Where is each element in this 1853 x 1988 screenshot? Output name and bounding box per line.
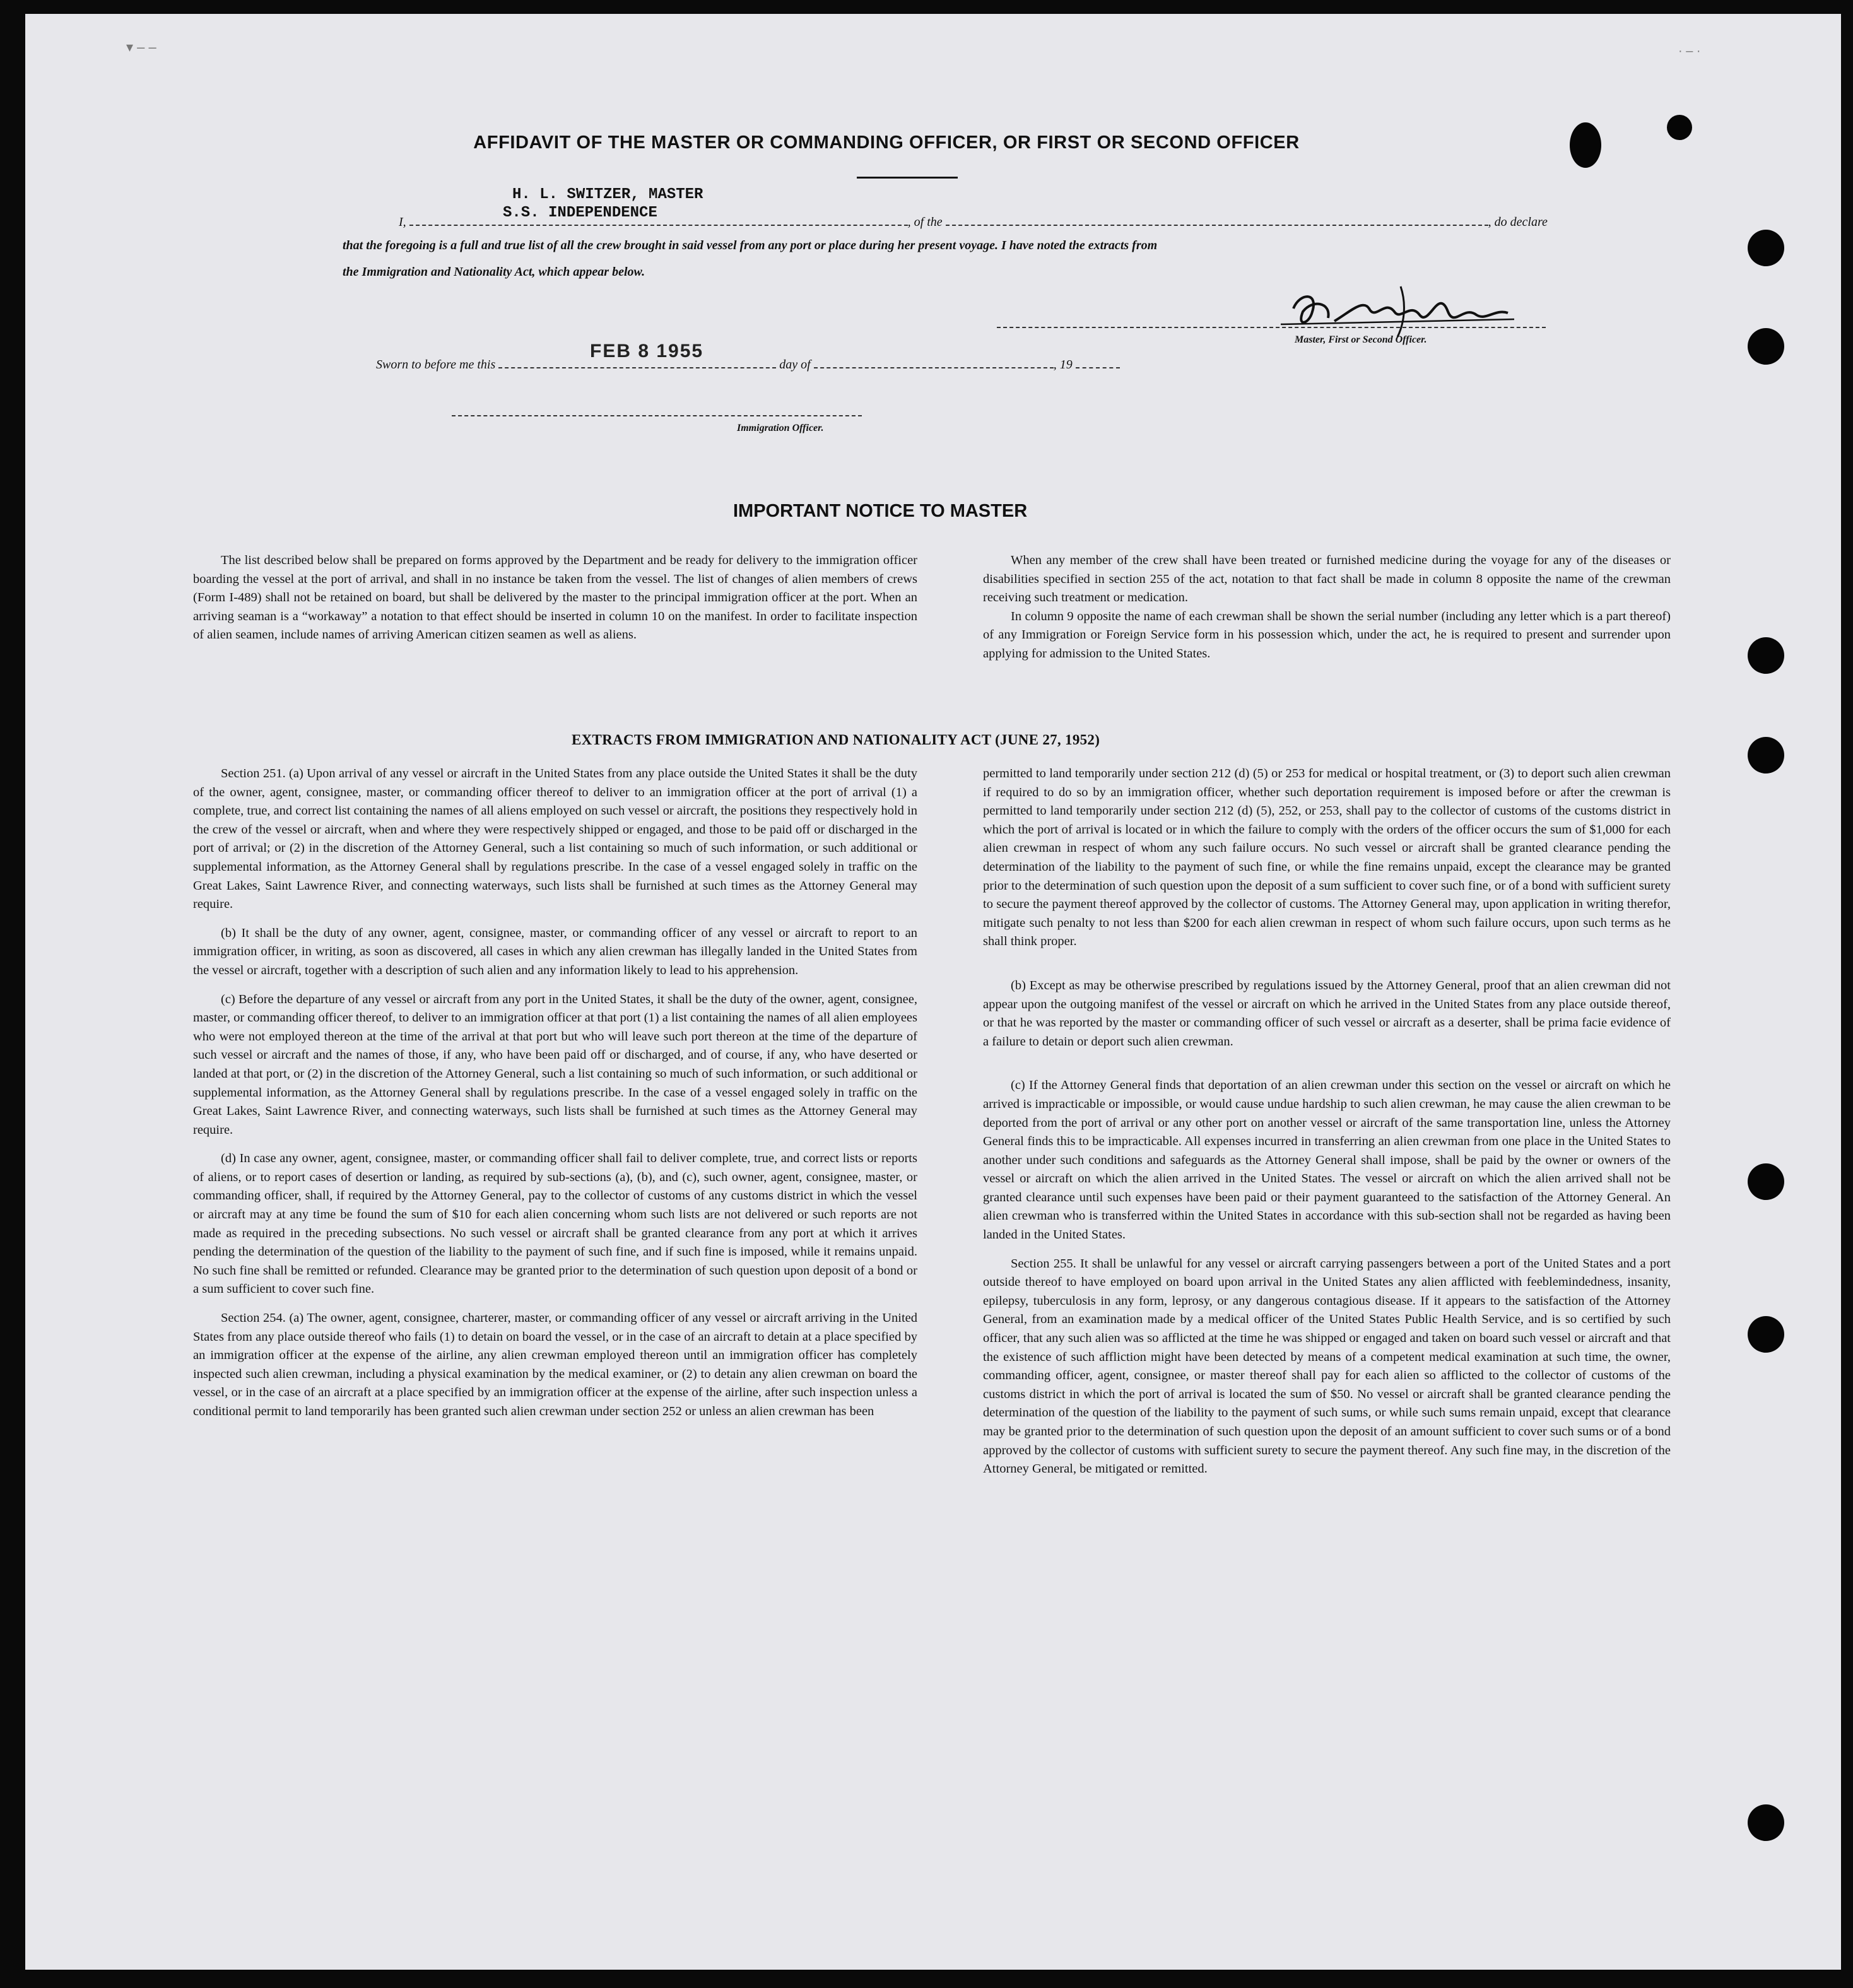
notice-right-column xyxy=(983,551,1671,664)
binder-hole xyxy=(1748,637,1784,674)
binder-hole xyxy=(1748,1804,1784,1841)
declaration-line-1: that the foregoing is a full and true list of all the crew brought in said vessel from any port or place during her present voyage. I have noted the extracts from xyxy=(343,238,1158,252)
binder-hole xyxy=(1748,737,1784,773)
vessel-blank xyxy=(946,213,1488,226)
day-of-label: day of xyxy=(779,358,811,372)
document-page xyxy=(25,14,1841,1970)
extracts-right-column xyxy=(983,765,1671,1479)
declaration-line-2: the Immigration and Nationality Act, which appear below. xyxy=(343,265,645,279)
typed-master-name: H. L. SWITZER, MASTER xyxy=(512,186,703,203)
officer-signature-line xyxy=(452,404,862,420)
typed-vessel-name: S.S. INDEPENDENCE xyxy=(503,204,657,221)
section-254b: (b) Except as may be otherwise prescribed by regulations issued by the Attorney General, proof that an alien crewman did not appear upon the outgoing manifest of the vessel or aircraft on which he arrived in the United States from any place outside thereof, or that he was reported by the master or commanding officer of such vessel or aircraft as a deserter, shall be prima facie evidence of a failure to detain or deport such alien crewman. xyxy=(983,978,1671,1049)
notice-left-paragraph: The list described below shall be prepared on forms approved by the Department and be ready for delivery to the immigration officer boarding the vessel at the port of arrival, and shall in no instance be taken from the vessel. The list of changes of alien members of crews (Form I-489) shall not be retained on board, but shall be delivered by the master to the principal immigration officer at the port. When an arriving seaman is a “workaway” a notation to that effect should be inserted in column 10 on the manifest. In order to facilitate inspection of alien seamen, include names of arriving American citizen seamen as well as aliens. xyxy=(193,553,917,642)
edge-marks: ▾ – – xyxy=(126,39,156,55)
binder-hole xyxy=(1748,1316,1784,1353)
section-254a-continued: permitted to land temporarily under section 212 (d) (5) or 253 for medical or hospital treatment, or (3) to deport such alien crewman if required to do so by an immigration officer, whether such deportation requirement is imposed before or after the crewman is permitted to land temporarily under section 212 (d) (5), 252, or 253, shall pay to the collector of customs of the customs district in which the port of arrival is located or in which the failure to comply with the orders of the officer occurs the sum of $1,000 for each alien crewman in respect of whom any such failure occurs. No such vessel or aircraft shall be granted clearance pending the determination of the liability to the payment of such fine, or while the fine remains unpaid, except the clearance may be granted prior to the determination of such question upon the deposit of a sum sufficient to cover such fine, or of a bond with sufficient surety to secure the payment thereof approved by the collector of customs. The Attorney General may, upon application in writing therefor, mitigate such penalty to not less than $200 for each alien crewman in respect of whom such failure occurs, upon such terms as he shall think proper. xyxy=(983,767,1671,949)
section-251b: (b) It shall be the duty of any owner, agent, consignee, master, or commanding officer of any vessel or aircraft to report to an immigration officer, in writing, as soon as discovered, all cases in which any alien crewman has illegally landed in the United States from the vessel or aircraft, together with a description of such alien and any information likely to lead to his apprehension. xyxy=(193,926,917,977)
of-the-label: , of the xyxy=(907,215,943,229)
affidavit-title: AFFIDAVIT OF THE MASTER OR COMMANDING OFFICER, OR FIRST OR SECOND OFFICER xyxy=(473,132,1300,153)
notice-title: IMPORTANT NOTICE TO MASTER xyxy=(733,501,1028,521)
section-251d: (d) In case any owner, agent, consignee, master, or commanding officer shall fail to deliver complete, true, and correct lists or reports of aliens, or to report cases of desertion or landing, as required by sub-sections (a), (b), and (c), such owner, agent, consignee, master, or commanding officer, shall, if required by the Attorney General, pay to the collector of customs of any customs district in which the vessel or aircraft may at any time be found the sum of $10 for each alien concerning whom such lists are not delivered or such reports are not made as required in the preceding subsections. No such vessel or aircraft shall be granted clearance from any port at which it arrives pending the determination of the question of the liability to the payment of such fine, and if such fine is imposed, while it remains unpaid. No such fine shall be remitted or refunded. Clearance may be granted prior to the determination of such question upon deposit of a bond or a sum sufficient to cover such fine. xyxy=(193,1151,917,1297)
notice-right-paragraph-1: When any member of the crew shall have been treated or furnished medicine during the voyage for any of the diseases or disabilities specified in section 255 of the act, notation to that fact shall be made in column 8 opposite the name of the crewman receiving such treatment or medication. xyxy=(983,553,1671,605)
notice-right-paragraph-2: In column 9 opposite the name of each crewman shall be shown the serial number (including any letter which is a part thereof) of any Immigration or Foreign Service form in his possession which, under the act, he is required to present and surrender upon applying for admission to the United States. xyxy=(983,609,1671,661)
sworn-label: Sworn to before me this xyxy=(376,358,496,372)
name-blank xyxy=(409,213,908,226)
binder-hole xyxy=(1748,1163,1784,1200)
sworn-month-blank xyxy=(814,356,1054,368)
sworn-line xyxy=(376,356,1120,372)
master-signature xyxy=(1274,274,1521,343)
section-251c: (c) Before the departure of any vessel or aircraft from any port in the United States, it shall be the duty of the owner, agent, consignee, master, or commanding officer thereof, to deliver to an immigration officer at that port (1) a list containing the names of all alien employees who were not employed thereon at the time of the arrival at that port but who will leave such port thereon at the time of the departure of such vessel or aircraft and the names of those, if any, who have been paid off or discharged, and of course, if any, who have deserted or landed at that port, or (2) in the discretion of the Attorney General, such a list containing so much of such information, or such additional or supplemental information, as the Attorney General shall by regulations prescribe. In the case of a vessel engaged solely in traffic on the Great Lakes, Saint Lawrence River, and connecting waterways, such lists shall be furnished at such times as the Attorney General may require. xyxy=(193,992,917,1137)
master-caption: Master, First or Second Officer. xyxy=(1295,334,1427,345)
notice-left-column xyxy=(193,551,917,645)
extracts-left-column xyxy=(193,765,917,1421)
binder-hole xyxy=(1748,328,1784,365)
section-251a: Section 251. (a) Upon arrival of any vessel or aircraft in the United States from any place outside the United States it shall be the duty of the owner, agent, consignee, master, or commanding officer thereof to deliver to an immigration officer at the port of arrival (1) a complete, true, and correct list containing the names of all aliens employed on such vessel or aircraft, the positions they respectively hold in the crew of the vessel or aircraft, when and where they were respectively shipped or engaged, and those to be paid off or discharged in the port of arrival; or (2) in the discretion of the Attorney General, such a list containing so much of such information, or such additional or supplemental information, as the Attorney General shall by regulations prescribe. In the case of a vessel engaged solely in traffic on the Great Lakes, Saint Lawrence River, and connecting waterways, such lists shall be furnished at such times as the Attorney General may require. xyxy=(193,767,917,912)
do-declare-label: , do declare xyxy=(1488,215,1548,229)
date-stamp: FEB 8 1955 xyxy=(590,341,704,362)
sworn-year-blank xyxy=(1076,356,1120,368)
officer-caption: Immigration Officer. xyxy=(737,423,824,433)
section-254c: (c) If the Attorney General finds that deportation of an alien crewman under this section on the vessel or aircraft on which he arrived is impracticable or impossible, or would cause undue hardship to such alien crewman, he may cause the alien crewman to be deported from the port of arrival or any other port on another vessel or aircraft of the same transportation line, unless the Attorney General finds this to be impracticable. All expenses incurred in transferring an alien crewman from one place in the United States to another under such conditions and safeguards as the Attorney General shall impose, shall be paid by the owner or owners of the vessel or aircraft on which the alien arrived in the United States. The vessel or aircraft on which the alien arrived shall not be granted clearance until such expenses have been paid or their payment guaranteed to the satisfaction of the Attorney General. An alien crewman who is transferred within the United States in accordance with this sub-section shall not be regarded as having been landed in the United States. xyxy=(983,1078,1671,1242)
master-signature-line xyxy=(997,315,1546,332)
i-label: I, xyxy=(399,215,406,229)
title-rule xyxy=(857,177,958,179)
extracts-title: EXTRACTS FROM IMMIGRATION AND NATIONALITY ACT (JUNE 27, 1952) xyxy=(572,732,1100,748)
section-255: Section 255. It shall be unlawful for any vessel or aircraft carrying passengers between a port of the United States and a port outside thereof to have employed on board upon arrival in the United States any alien afflicted with feeblemindedness, insanity, epilepsy, tuberculosis in any form, leprosy, or any dangerous contagious disease. If it appears to the satisfaction of the Attorney General, from an examination made by a medical officer of the United States Public Health Service, and is so certified by such officer, that any such alien was so afflicted at the time he was shipped or engaged and taken on board such vessel or aircraft and that the existence of such affliction might have been detected by means of a competent medical examination at such time, the owner, commanding officer, agent, consignee, or master thereof shall pay for each alien so afflicted to the collector of customs of the customs district in which the port of arrival is located the sum of $50. No vessel or aircraft shall be granted clearance pending the determination of the question of the liability to the payment of such sums, or while such sums remain unpaid, except that clearance may be granted prior to the determination of such question upon the deposit of an amount sufficient to cover such sums or of a bond approved by the collector of customs with sufficient surety to secure the payment thereof. Any such fine may, in the discretion of the Attorney General, be mitigated or remitted. xyxy=(983,1256,1671,1476)
year-label: , 19 xyxy=(1053,358,1073,372)
edge-marks: · – · xyxy=(1678,44,1701,58)
declaration-fill-line xyxy=(399,213,1548,230)
binder-hole xyxy=(1748,230,1784,266)
section-254a: Section 254. (a) The owner, agent, consignee, charterer, master, or commanding officer of any vessel or aircraft arriving in the United States from any place outside thereof who fails (1) to detain on board the vessel, or in the case of an aircraft to detain at a place specified by an immigration officer at the expense of the airline, any alien crewman employed thereon until an immigration officer has completely inspected such alien crewman, including a physical examination by the medical examiner, or (2) to detain any alien crewman on board the vessel, or in the case of an aircraft at a place specified by an immigration officer at the expense of the airline, after such inspection unless a conditional permit to land temporarily has been granted such alien crewman under section 252 or unless an alien crewman has been xyxy=(193,1311,917,1418)
